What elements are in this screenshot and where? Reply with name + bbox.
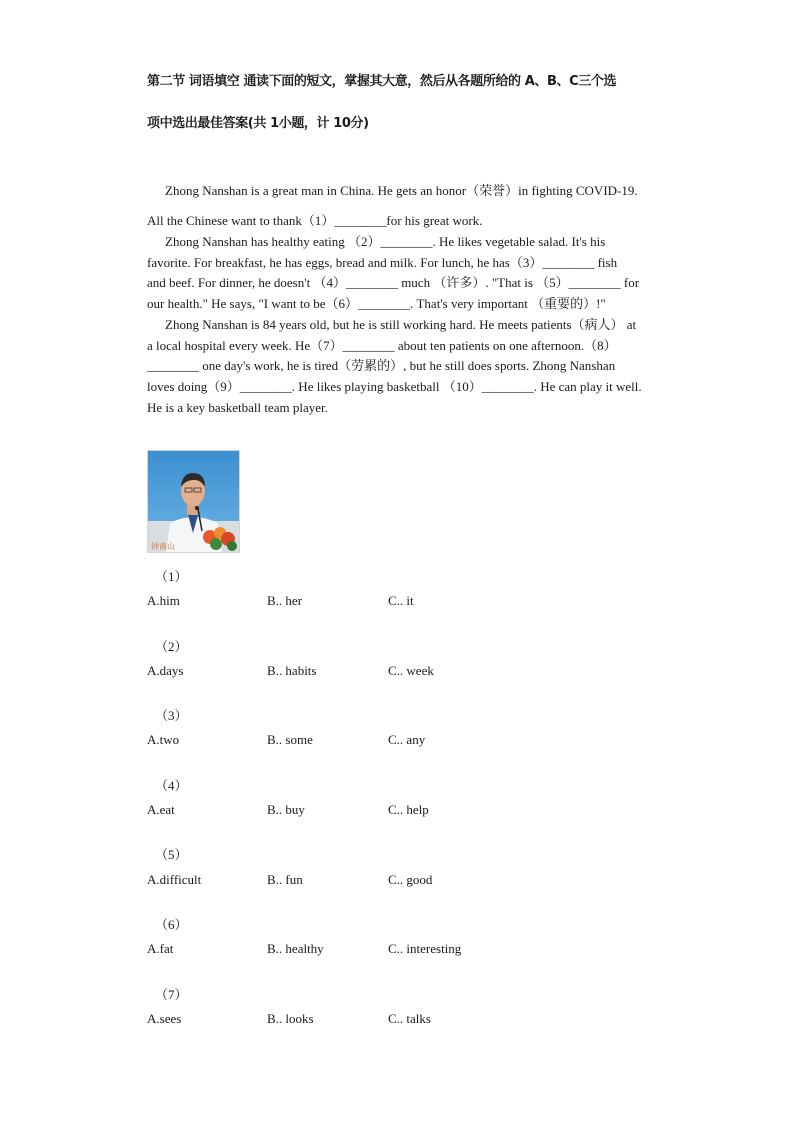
option-c: C.. talks [388, 1011, 431, 1026]
option-a: A.fat [147, 941, 174, 956]
question-number: （4） [155, 778, 188, 793]
option-b: B.. her [267, 593, 303, 608]
option-a: A.two [147, 732, 180, 747]
passage-line: All the Chinese want to thank（1）________for his great work. [147, 213, 483, 228]
question-number: （1） [155, 569, 188, 584]
passage-line: favorite. For breakfast, he has eggs, bread and milk. For lunch, he has（3）________ fish [147, 255, 618, 270]
option-b: B.. healthy [267, 941, 324, 956]
option-a: A.eat [147, 802, 175, 817]
section-heading-line-1: 第二节 词语填空 通读下面的短文，掌握其大意，然后从各题所给的 A、B、C三个选 [147, 74, 617, 89]
option-c: C.. interesting [388, 941, 462, 956]
question-number: （6） [155, 917, 188, 932]
option-c: C.. any [388, 732, 426, 747]
section-heading-line-2: 项中选出最佳答案(共 1小题，计 10分) [147, 116, 369, 131]
passage-line: loves doing（9）________. He likes playing basketball （10）________. He can play it well. [147, 379, 642, 394]
passage-line: ________ one day's work, he is tired（劳累的）, but he still does sports. Zhong Nanshan [147, 358, 616, 373]
option-a: A.him [147, 593, 180, 608]
option-a: A.difficult [147, 872, 202, 887]
question-number: （5） [155, 847, 188, 862]
passage-line: and beef. For dinner, he doesn't （4）________ much （许多）. "That is （5）________ for [147, 275, 640, 290]
passage-line: our health." He says, "I want to be（6）________. That's very important （重要的）!" [147, 296, 606, 311]
option-b: B.. looks [267, 1011, 314, 1026]
passage-line: Zhong Nanshan has healthy eating （2）________. He likes vegetable salad. It's his [165, 234, 606, 249]
option-b: B.. habits [267, 663, 317, 678]
photo-caption: 钟南山 [151, 542, 175, 551]
zhong-nanshan-photo [147, 450, 240, 553]
option-a: A.sees [147, 1011, 182, 1026]
question-number: （2） [155, 639, 188, 654]
question-number: （3） [155, 708, 188, 723]
option-b: B.. buy [267, 802, 305, 817]
option-c: C.. good [388, 872, 433, 887]
option-b: B.. some [267, 732, 313, 747]
option-c: C.. it [388, 593, 414, 608]
passage-line: Zhong Nanshan is 84 years old, but he is still working hard. He meets patients（病人） at [165, 317, 637, 332]
passage-line: He is a key basketball team player. [147, 400, 328, 415]
option-b: B.. fun [267, 872, 303, 887]
passage-line: Zhong Nanshan is a great man in China. He gets an honor（荣誉）in fighting COVID-19. [165, 183, 638, 198]
option-c: C.. week [388, 663, 434, 678]
option-a: A.days [147, 663, 184, 678]
passage-line: a local hospital every week. He（7）________ about ten patients on one afternoon.（8） [147, 338, 617, 353]
option-c: C.. help [388, 802, 429, 817]
question-number: （7） [155, 987, 188, 1002]
